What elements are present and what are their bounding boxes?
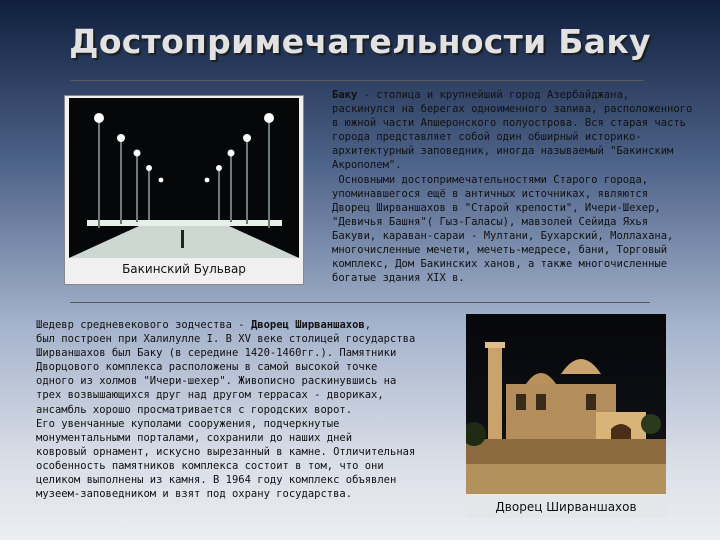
section-divider [70, 302, 650, 303]
palace-photo [466, 314, 666, 494]
intro-paragraph [332, 88, 702, 285]
palace-text: , был построен при Халилулле I. В XV веке столицей государства Ширваншахов был Баку (в середине 1420-1460гг.). Памятники Дворцового комплекса расположены в самой высокой точке одного из холмов "Ичери-шехер". Живописно раскинувшись на трех возвышающихся друг над другом террасах - двориках, ансамбль хорошо просматривается с городских ворот. Его увенчанные куполами сооружения, подчеркнутые монументальными порталами, сохранили до наших дней ковровый орнамент, искусно вырезанный в камне. Отличительная особенность памятников комплекса состоит в том, что они целиком выполнены из камня. В 1964 году комплекс объявлен музеем-заповедником и взят под охрану государства. [36, 319, 416, 501]
palace-pre: Шедевр средневекового зодчества - [36, 319, 251, 331]
slide-title: Достопримечательности Баку [69, 22, 651, 61]
boulevard-caption: Бакинский Бульвар [122, 262, 246, 276]
palace-caption: Дворец Ширваншахов [495, 500, 637, 514]
intro-lead: Баку [332, 89, 358, 101]
title-divider [70, 80, 644, 81]
intro-text: - столица и крупнейший город Азербайджана, раскинулся на берегах одноименного залива, расположенного в южной части Апшеронского полуострова. Вся старая часть города представляет собой один обширный историко- архитектурный заповедник, иногда называемый "Бакинским Акрополем". Основными достопримечательностями Старого города, упоминавшегося ещё в античных источниках, являются Дворец Ширваншахов в "Старой крепости", Ичери-Шехер, "Девичья Башня"( Гыз-Галасы), мавзолей Сейида Яхья Бакуви, караван-сараи - Мултани, Бухарский, Моллахана, многочисленные мечети, мечеть-медресе, бани, Торговый комплекс, Дом Бакинских ханов, а также многочисленные богатые здания XIX в. [332, 89, 693, 285]
palace-photo-frame [466, 314, 666, 518]
palace-paragraph [36, 318, 436, 501]
palace-bold: Дворец Ширваншахов [250, 319, 365, 331]
boulevard-photo [69, 98, 299, 258]
boulevard-photo-frame [64, 95, 304, 285]
